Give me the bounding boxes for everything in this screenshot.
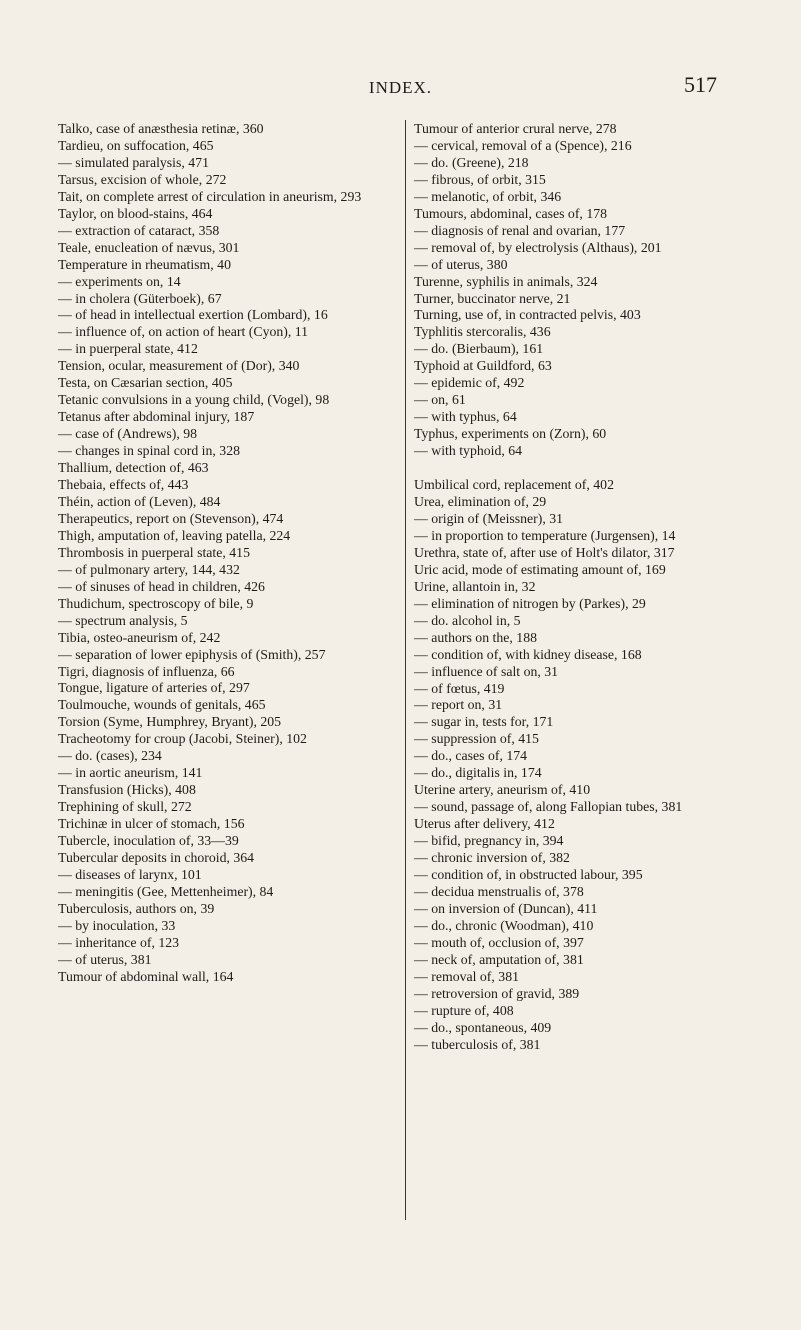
index-entry: Turenne, syphilis in animals, 324: [414, 273, 598, 289]
index-entry: — in puerperal state, 412: [58, 341, 198, 357]
index-entry: — do., cases of, 174: [414, 748, 528, 764]
index-entry: Thrombosis in puerperal state, 415: [58, 544, 250, 560]
index-entry: Tubercular deposits in choroid, 364: [58, 849, 255, 865]
index-entry: Toulmouche, wounds of genitals, 465: [58, 697, 266, 713]
index-entry: Tumours, abdominal, cases of, 178: [414, 205, 608, 221]
index-entry: Uric acid, mode of estimating amount of, 169: [414, 561, 666, 577]
index-entry: — cervical, removal of a (Spence), 216: [414, 137, 632, 153]
index-entry: Tarsus, excision of whole, 272: [58, 171, 227, 187]
index-entry: — tuberculosis of, 381: [414, 1036, 541, 1052]
index-group-u: [414, 477, 752, 1053]
index-group-t: [414, 121, 752, 460]
index-entry: — do., spontaneous, 409: [414, 1019, 552, 1035]
index-entry: — in aortic aneurism, 141: [58, 765, 203, 781]
index-entry: — origin of (Meissner), 31: [414, 510, 564, 526]
index-entry: — do. (Greene), 218: [414, 154, 529, 170]
column-divider: [405, 120, 406, 1220]
index-entry: Tibia, osteo-aneurism of, 242: [58, 629, 221, 645]
index-entry: Trichinæ in ulcer of stomach, 156: [58, 816, 245, 832]
index-entry: — spectrum analysis, 5: [58, 612, 188, 628]
left-index-column: [58, 121, 398, 986]
index-entry: — of head in intellectual exertion (Lombard), 16: [58, 307, 328, 323]
page-header: [0, 58, 801, 98]
index-entry: Tardieu, on suffocation, 465: [58, 137, 214, 153]
index-entry: Typhoid at Guildford, 63: [414, 358, 552, 374]
index-entry: — mouth of, occlusion of, 397: [414, 934, 584, 950]
index-entry: Tubercle, inoculation of, 33—39: [58, 833, 239, 849]
index-entry: — removal of, 381: [414, 968, 519, 984]
index-entry: — sugar in, tests for, 171: [414, 714, 554, 730]
index-entry: Tongue, ligature of arteries of, 297: [58, 680, 250, 696]
index-entry: — meningitis (Gee, Mettenheimer), 84: [58, 883, 274, 899]
index-entry: Tait, on complete arrest of circulation in aneurism, 293: [58, 188, 362, 204]
index-entry: — removal of, by electrolysis (Althaus), 201: [414, 239, 662, 255]
index-entry: — with typhoid, 64: [414, 443, 523, 459]
index-entry: — case of (Andrews), 98: [58, 426, 198, 442]
index-entry: Temperature in rheumatism, 40: [58, 256, 231, 272]
index-entry: Tigri, diagnosis of influenza, 66: [58, 663, 235, 679]
index-entry: Umbilical cord, replacement of, 402: [414, 477, 614, 493]
index-entry: — on inversion of (Duncan), 411: [414, 900, 598, 916]
index-entry: Urethra, state of, after use of Holt's dilator, 317: [414, 544, 675, 560]
index-entry: — of uterus, 381: [58, 951, 152, 967]
index-entry: Typhus, experiments on (Zorn), 60: [414, 426, 607, 442]
index-entry: Tracheotomy for croup (Jacobi, Steiner), 102: [58, 731, 307, 747]
index-entry: — condition of, with kidney disease, 168: [414, 646, 642, 662]
index-entry: Thigh, amputation of, leaving patella, 224: [58, 527, 291, 543]
index-entry: — experiments on, 14: [58, 273, 181, 289]
index-entry: Tumour of abdominal wall, 164: [58, 968, 234, 984]
index-entry: — melanotic, of orbit, 346: [414, 188, 562, 204]
index-entry: — report on, 31: [414, 697, 503, 713]
index-entry: Teale, enucleation of nævus, 301: [58, 239, 240, 255]
index-entry: Talko, case of anæsthesia retinæ, 360: [58, 121, 264, 136]
page-number: 517: [684, 72, 717, 97]
index-entry: — changes in spinal cord in, 328: [58, 443, 241, 459]
index-entry: Urine, allantoin in, 32: [414, 578, 536, 594]
right-index-column: [414, 121, 752, 1053]
index-entry: — separation of lower epiphysis of (Smith), 257: [58, 646, 326, 662]
index-entry: Thebaia, effects of, 443: [58, 477, 189, 493]
index-entry: — suppression of, 415: [414, 731, 539, 747]
index-entry: Typhlitis stercoralis, 436: [414, 324, 551, 340]
index-entry: Uterus after delivery, 412: [414, 816, 555, 832]
index-entry: Torsion (Syme, Humphrey, Bryant), 205: [58, 714, 282, 730]
index-entry: — elimination of nitrogen by (Parkes), 29: [414, 595, 646, 611]
index-entry: — condition of, in obstructed labour, 395: [414, 866, 643, 882]
index-entry: Tumour of anterior crural nerve, 278: [414, 121, 617, 136]
index-entry: Turning, use of, in contracted pelvis, 403: [414, 307, 641, 323]
page-title: INDEX.: [368, 78, 433, 97]
index-entry: Tetanic convulsions in a young child, (Vogel), 98: [58, 392, 330, 408]
index-entry: — inheritance of, 123: [58, 934, 180, 950]
index-entry: — retroversion of gravid, 389: [414, 985, 580, 1001]
index-entry: — decidua menstrualis of, 378: [414, 883, 584, 899]
index-entry: Tuberculosis, authors on, 39: [58, 900, 215, 916]
index-entry: — influence of, on action of heart (Cyon), 11: [58, 324, 309, 340]
index-entry: — epidemic of, 492: [414, 375, 525, 391]
index-entry: Testa, on Cæsarian section, 405: [58, 375, 233, 391]
index-entry: — of fœtus, 419: [414, 680, 505, 696]
index-entry: — do. (Bierbaum), 161: [414, 341, 544, 357]
index-entry: — by inoculation, 33: [58, 917, 176, 933]
index-entry: Therapeutics, report on (Stevenson), 474: [58, 510, 284, 526]
index-entry: — bifid, pregnancy in, 394: [414, 833, 564, 849]
index-entry: Urea, elimination of, 29: [414, 494, 547, 510]
index-entry: — on, 61: [414, 392, 466, 408]
index-entry: — with typhus, 64: [414, 409, 517, 425]
index-entry: Uterine artery, aneurism of, 410: [414, 782, 591, 798]
index-entry: — fibrous, of orbit, 315: [414, 171, 546, 187]
index-entry: — neck of, amputation of, 381: [414, 951, 584, 967]
index-entry: — rupture of, 408: [414, 1002, 514, 1018]
index-entry: Transfusion (Hicks), 408: [58, 782, 196, 798]
index-entry: Turner, buccinator nerve, 21: [414, 290, 571, 306]
index-entry: — diseases of larynx, 101: [58, 866, 202, 882]
section-gap: [414, 460, 752, 477]
index-entry: — authors on the, 188: [414, 629, 538, 645]
index-entry: — extraction of cataract, 358: [58, 222, 220, 238]
index-entry: — diagnosis of renal and ovarian, 177: [414, 222, 626, 238]
index-entry: — in cholera (Güterboek), 67: [58, 290, 222, 306]
index-entry: Taylor, on blood-stains, 464: [58, 205, 213, 221]
index-entry: Thallium, detection of, 463: [58, 460, 209, 476]
index-entry: — chronic inversion of, 382: [414, 850, 570, 866]
index-entry: Trephining of skull, 272: [58, 799, 192, 815]
index-entry: — of uterus, 380: [414, 256, 508, 272]
index-entry: — do., digitalis in, 174: [414, 765, 542, 781]
index-entry: — simulated paralysis, 471: [58, 154, 209, 170]
index-entry: Tetanus after abdominal injury, 187: [58, 409, 255, 425]
index-entry: — do. alcohol in, 5: [414, 612, 521, 628]
index-entry: — in proportion to temperature (Jurgensen), 14: [414, 527, 676, 543]
index-entry: — influence of salt on, 31: [414, 663, 559, 679]
index-entry: — sound, passage of, along Fallopian tubes, 381: [414, 799, 683, 815]
index-entry: Théin, action of (Leven), 484: [58, 493, 221, 509]
index-entry: Tension, ocular, measurement of (Dor), 340: [58, 358, 300, 374]
index-entry: — do., chronic (Woodman), 410: [414, 917, 594, 933]
index-entry: — of pulmonary artery, 144, 432: [58, 561, 240, 577]
index-entry: — do. (cases), 234: [58, 748, 162, 764]
index-entry: — of sinuses of head in children, 426: [58, 578, 265, 594]
index-entry: Thudichum, spectroscopy of bile, 9: [58, 595, 254, 611]
